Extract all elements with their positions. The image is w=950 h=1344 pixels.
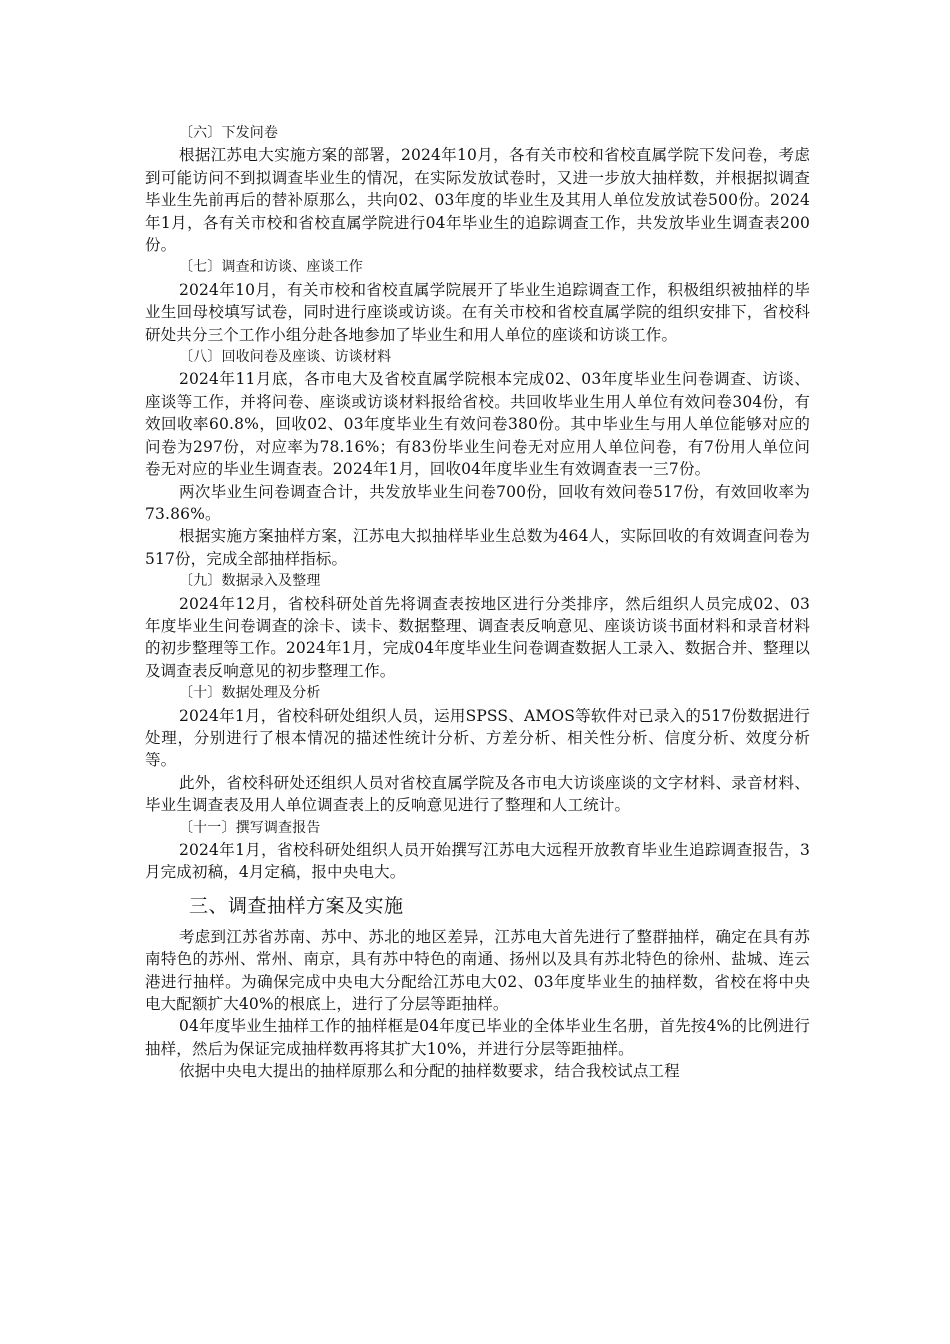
part-title: 三、调查抽样方案及实施 [189, 894, 404, 917]
paragraph: 2024年1月，省校科研处组织人员开始撰写江苏电大远程开放教育毕业生追踪调查报告，3月完成初稿，4月定稿，报中央电大。 [145, 841, 810, 882]
section-7 [145, 256, 810, 346]
paragraph: 2024年1月，省校科研处组织人员，运用SPSS、AMOS等软件对已录入的517份数据进行处理，分别进行了根本情况的描述性统计分析、方差分析、相关性分析、信度分析、效度分析等。 [145, 706, 810, 770]
section-8 [145, 346, 810, 570]
paragraph: 两次毕业生问卷调查合计，共发放毕业生问卷700份，回收有效问卷517份，有效回收率为73.86%。 [145, 482, 810, 523]
section-heading: 〔十〕数据处理及分析 [179, 685, 321, 702]
section-9 [145, 570, 810, 682]
paragraph: 2024年10月，有关市校和省校直属学院展开了毕业生追踪调查工作，积极组织被抽样的毕业生回母校填写试卷，同时进行座谈或访谈。在有关市校和省校直属学院的组织安排下，省校科研处共分三个工作小组分赴各地参加了毕业生和用人单位的座谈和访谈工作。 [145, 280, 810, 344]
section-6 [145, 122, 810, 256]
paragraph: 根据江苏电大实施方案的部署，2024年10月，各有关市校和省校直属学院下发问卷，考虑到可能访问不到拟调查毕业生的情况，在实际发放试卷时，又进一步放大抽样数，并根据拟调查毕业生先前再后的替补原那么，共向02、03年度的毕业生及其用人单位发放试卷500份。2024年1月，各有关市校和省校直属学院进行04年毕业生的追踪调查工作，共发放毕业生调查表200份。 [145, 146, 810, 255]
paragraph: 04年度毕业生抽样工作的抽样框是04年度已毕业的全体毕业生名册，首先按4%的比例进行抽样，然后为保证完成抽样数再将其扩大10%，并进行分层等距抽样。 [145, 1017, 810, 1058]
section-heading: 〔九〕数据录入及整理 [179, 573, 321, 590]
paragraph: 2024年11月底，各市电大及省校直属学院根本完成02、03年度毕业生问卷调查、访谈、座谈等工作，并将问卷、座谈或访谈材料报给省校。共回收毕业生用人单位有效问卷304份，有效回收率60.8%，回收02、03年度毕业生有效问卷380份。其中毕业生与用人单位能够对应的问卷为297份，对应率为78.16%；有83份毕业生问卷无对应用人单位问卷，有7份用人单位问卷无对应的毕业生调查表。2024年1月，回收04年度毕业生有效调查表一三7份。 [145, 370, 810, 479]
section-heading: 〔八〕回收问卷及座谈、访谈材料 [179, 349, 392, 366]
document-page [145, 122, 810, 1083]
paragraph: 此外，省校科研处还组织人员对省校直属学院及各市电大访谈座谈的文字材料、录音材料、毕业生调查表及用人单位调查表上的反响意见进行了整理和人工统计。 [145, 773, 810, 815]
paragraph: 依据中央电大提出的抽样原那么和分配的抽样数要求，结合我校试点工程 [179, 1062, 680, 1081]
part-3 [145, 892, 810, 1083]
paragraph: 考虑到江苏省苏南、苏中、苏北的地区差异，江苏电大首先进行了整群抽样，确定在具有苏南特色的苏州、常州、南京，具有苏中特色的南通、扬州以及具有苏北特色的徐州、盐城、连云港进行抽样。为确保完成中央电大分配给江苏电大02、03年度毕业生的抽样数，省校在将中央电大配额扩大40%的根底上，进行了分层等距抽样。 [145, 927, 810, 1014]
section-11 [145, 817, 810, 884]
paragraph: 2024年12月，省校科研处首先将调查表按地区进行分类排序，然后组织人员完成02、03年度毕业生问卷调查的涂卡、读卡、数据整理、调查表反响意见、座谈访谈书面材料和录音材料的初步整理等工作。2024年1月，完成04年度毕业生问卷调查数据人工录入、数据合并、整理以及调查表反响意见的初步整理工作。 [145, 594, 810, 680]
section-heading: 〔十一〕撰写调查报告 [179, 819, 321, 836]
section-10 [145, 682, 810, 816]
section-heading: 〔七〕调查和访谈、座谈工作 [179, 259, 363, 276]
section-heading: 〔六〕下发问卷 [179, 125, 279, 141]
paragraph: 根据实施方案抽样方案，江苏电大拟抽样毕业生总数为464人，实际回收的有效调查问卷为517份，完成全部抽样指标。 [145, 527, 810, 568]
